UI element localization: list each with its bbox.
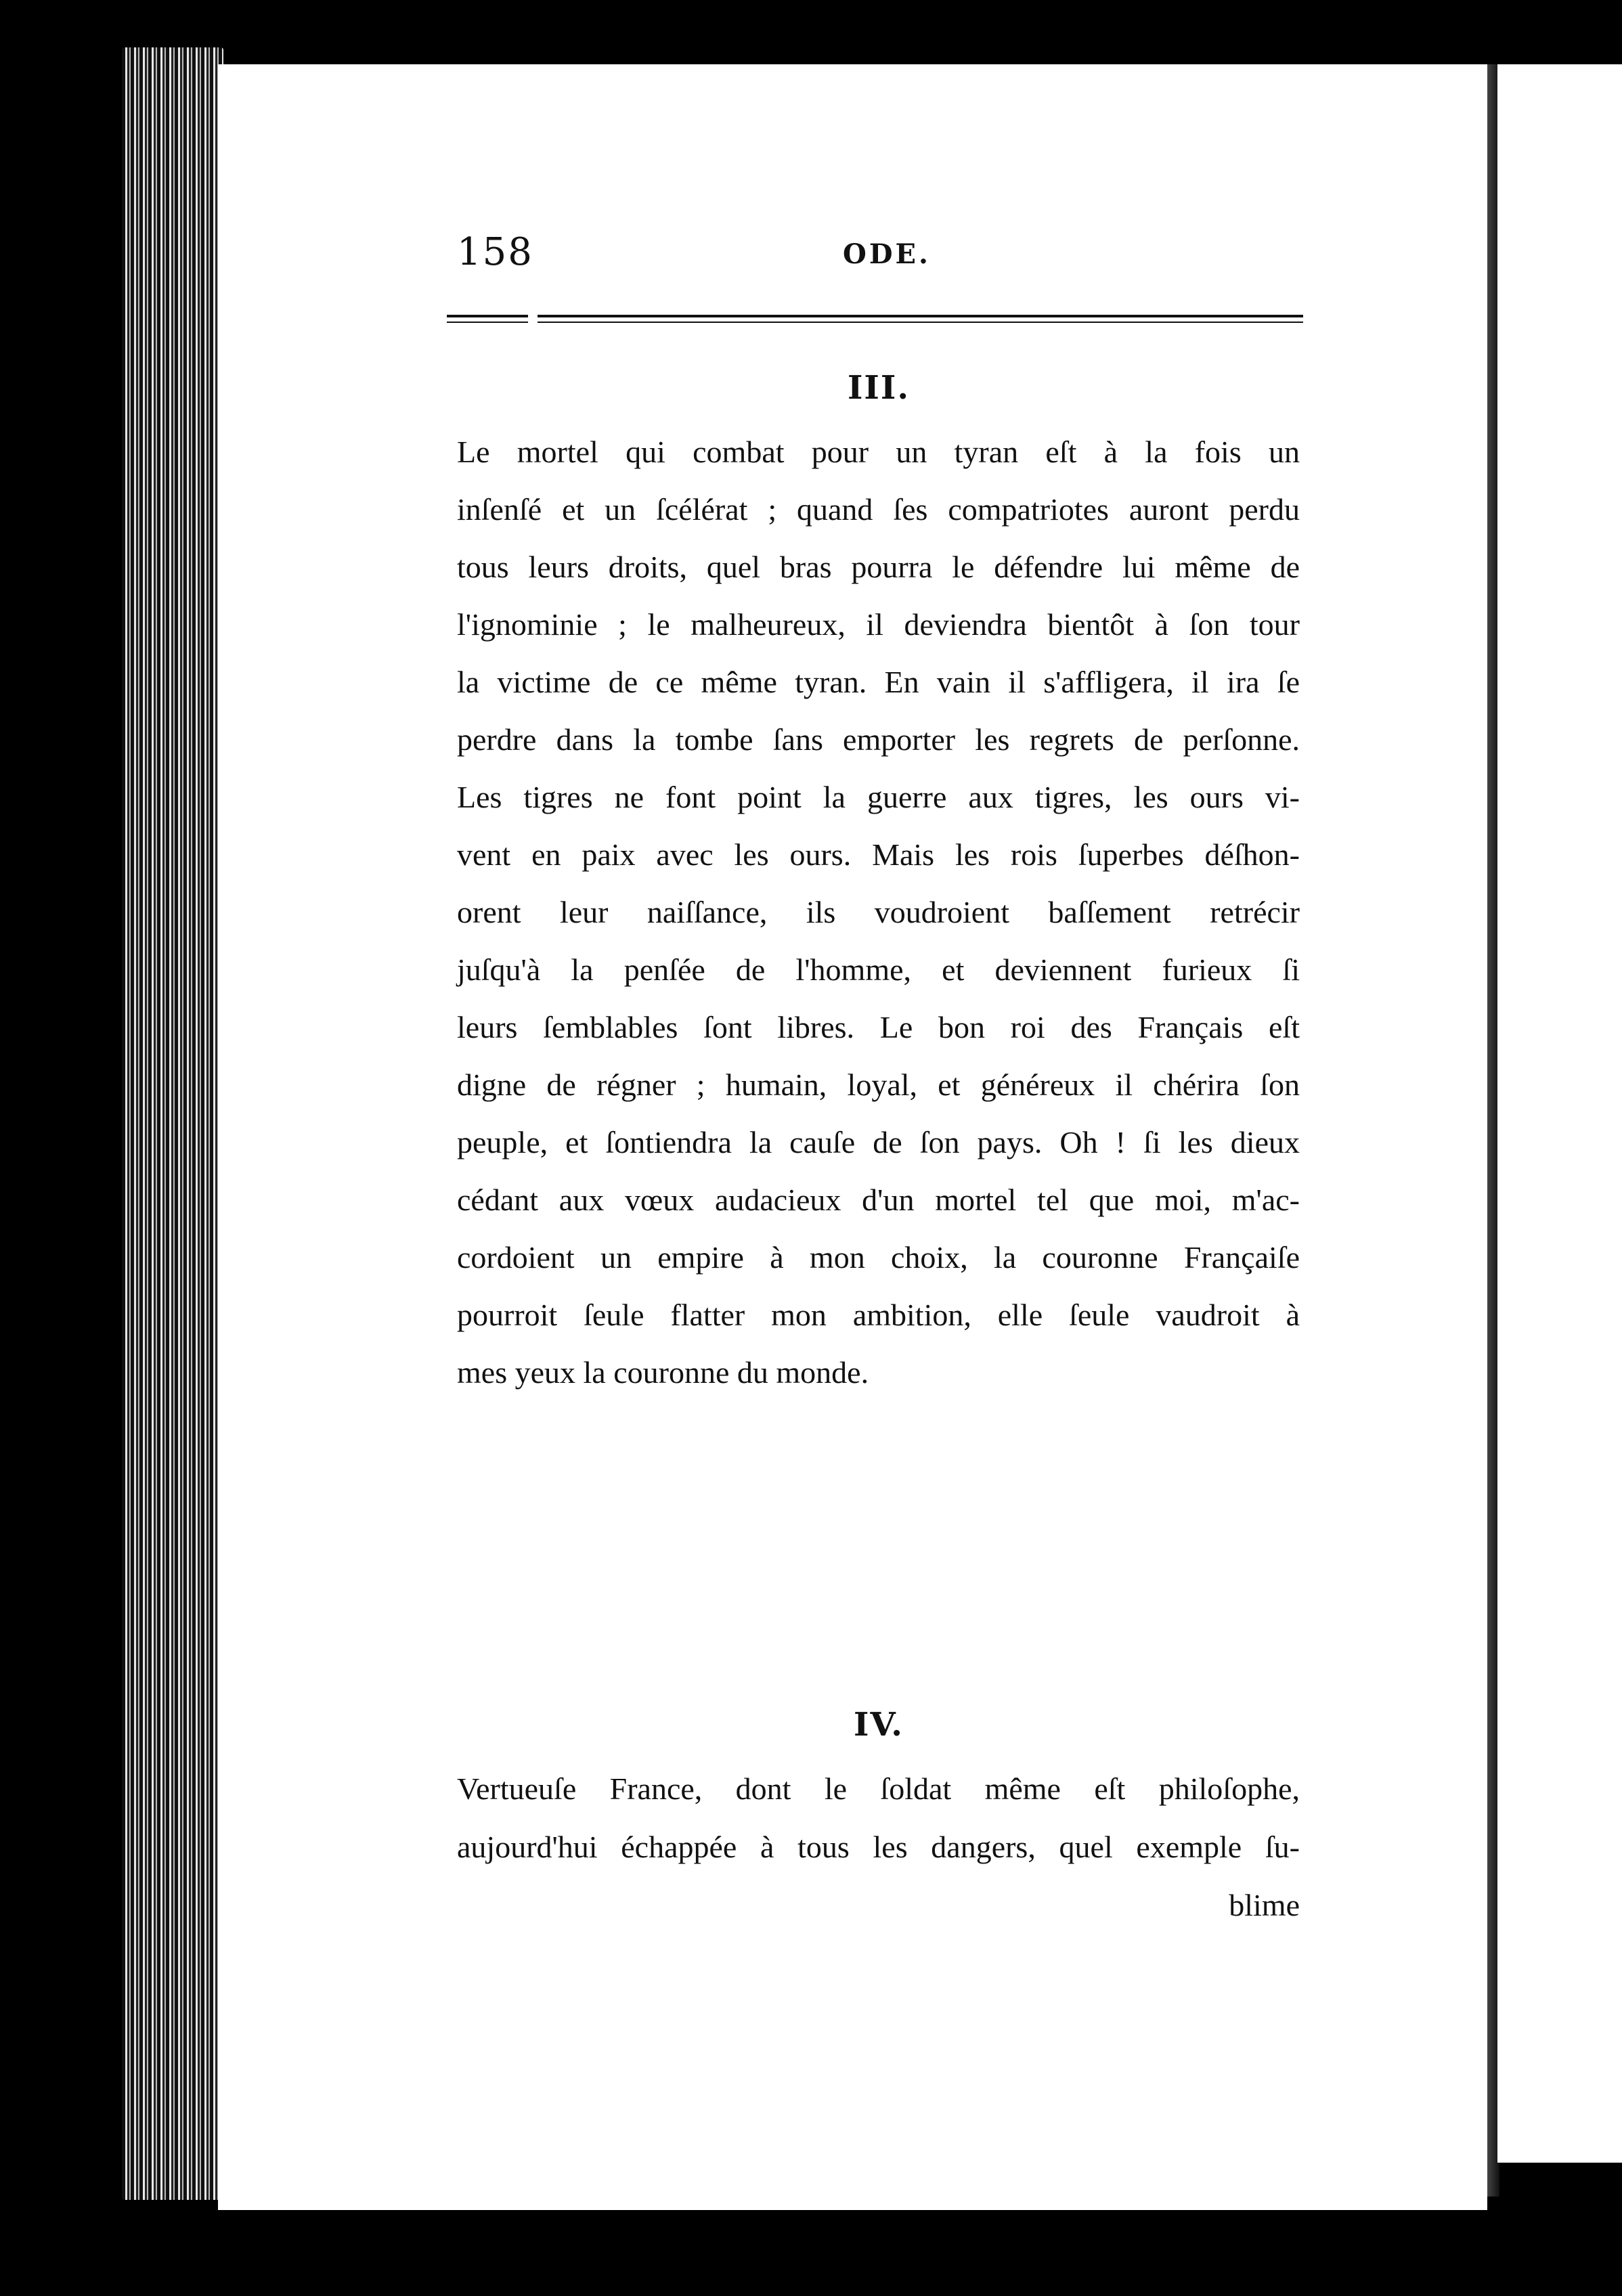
section-number-iii: III.	[847, 369, 911, 407]
text-line: tous leurs droits, quel bras pourra le défendre lui même de	[457, 550, 1300, 584]
text-line: la victime de ce même tyran. En vain il s'affligera, il ira ſe	[457, 665, 1300, 699]
text-line: vent en paix avec les ours. Mais les rois ſuperbes déſhon-	[457, 837, 1300, 872]
text-line: perdre dans la tombe ſans emporter les regrets de perſonne.	[457, 722, 1300, 757]
section-number-iv: IV.	[853, 1706, 904, 1744]
text-line: Vertueuſe France, dont le ſoldat même eſt philoſophe,	[457, 1771, 1300, 1806]
text-line: cédant aux vœux audacieux d'un mortel tel que moi, m'ac-	[457, 1183, 1300, 1217]
text-line: mes yeux la couronne du monde.	[457, 1355, 869, 1390]
section-iv-text	[457, 1760, 1300, 1935]
text-line: cordoient un empire à mon choix, la couronne Françaiſe	[457, 1240, 1300, 1275]
page-header	[457, 230, 1300, 274]
catchword: blime	[1229, 1888, 1300, 1922]
section-iii-text	[457, 423, 1300, 1401]
text-line: orent leur naiſſance, ils voudroient baſſement retrécir	[457, 895, 1300, 929]
text-line: l'ignominie ; le malheureux, il deviendra bientôt à ſon tour	[457, 607, 1300, 642]
text-line: aujourd'hui échappée à tous les dangers, quel exemple ſu-	[457, 1830, 1300, 1864]
text-line: pourroit ſeule flatter mon ambition, elle ſeule vaudroit à	[457, 1298, 1300, 1332]
text-line: Les tigres ne font point la guerre aux tigres, les ours vi-	[457, 780, 1300, 814]
text-line: digne de régner ; humain, loyal, et généreux il chérira ſon	[457, 1067, 1300, 1102]
page-number: 158	[457, 230, 533, 274]
running-title: ODE.	[843, 238, 931, 270]
text-line: juſqu'à la penſée de l'homme, et deviennent furieux ſi	[457, 952, 1300, 987]
text-line: peuple, et ſontiendra la cauſe de ſon pays. Oh ! ſi les dieux	[457, 1125, 1300, 1160]
text-line: leurs ſemblables ſont libres. Le bon roi des Français eſt	[457, 1010, 1300, 1044]
text-line: Le mortel qui combat pour un tyran eſt à la fois un	[457, 435, 1300, 469]
text-line: inſenſé et un ſcélérat ; quand ſes compatriotes auront perdu	[457, 492, 1300, 527]
header-rule	[447, 315, 1303, 328]
